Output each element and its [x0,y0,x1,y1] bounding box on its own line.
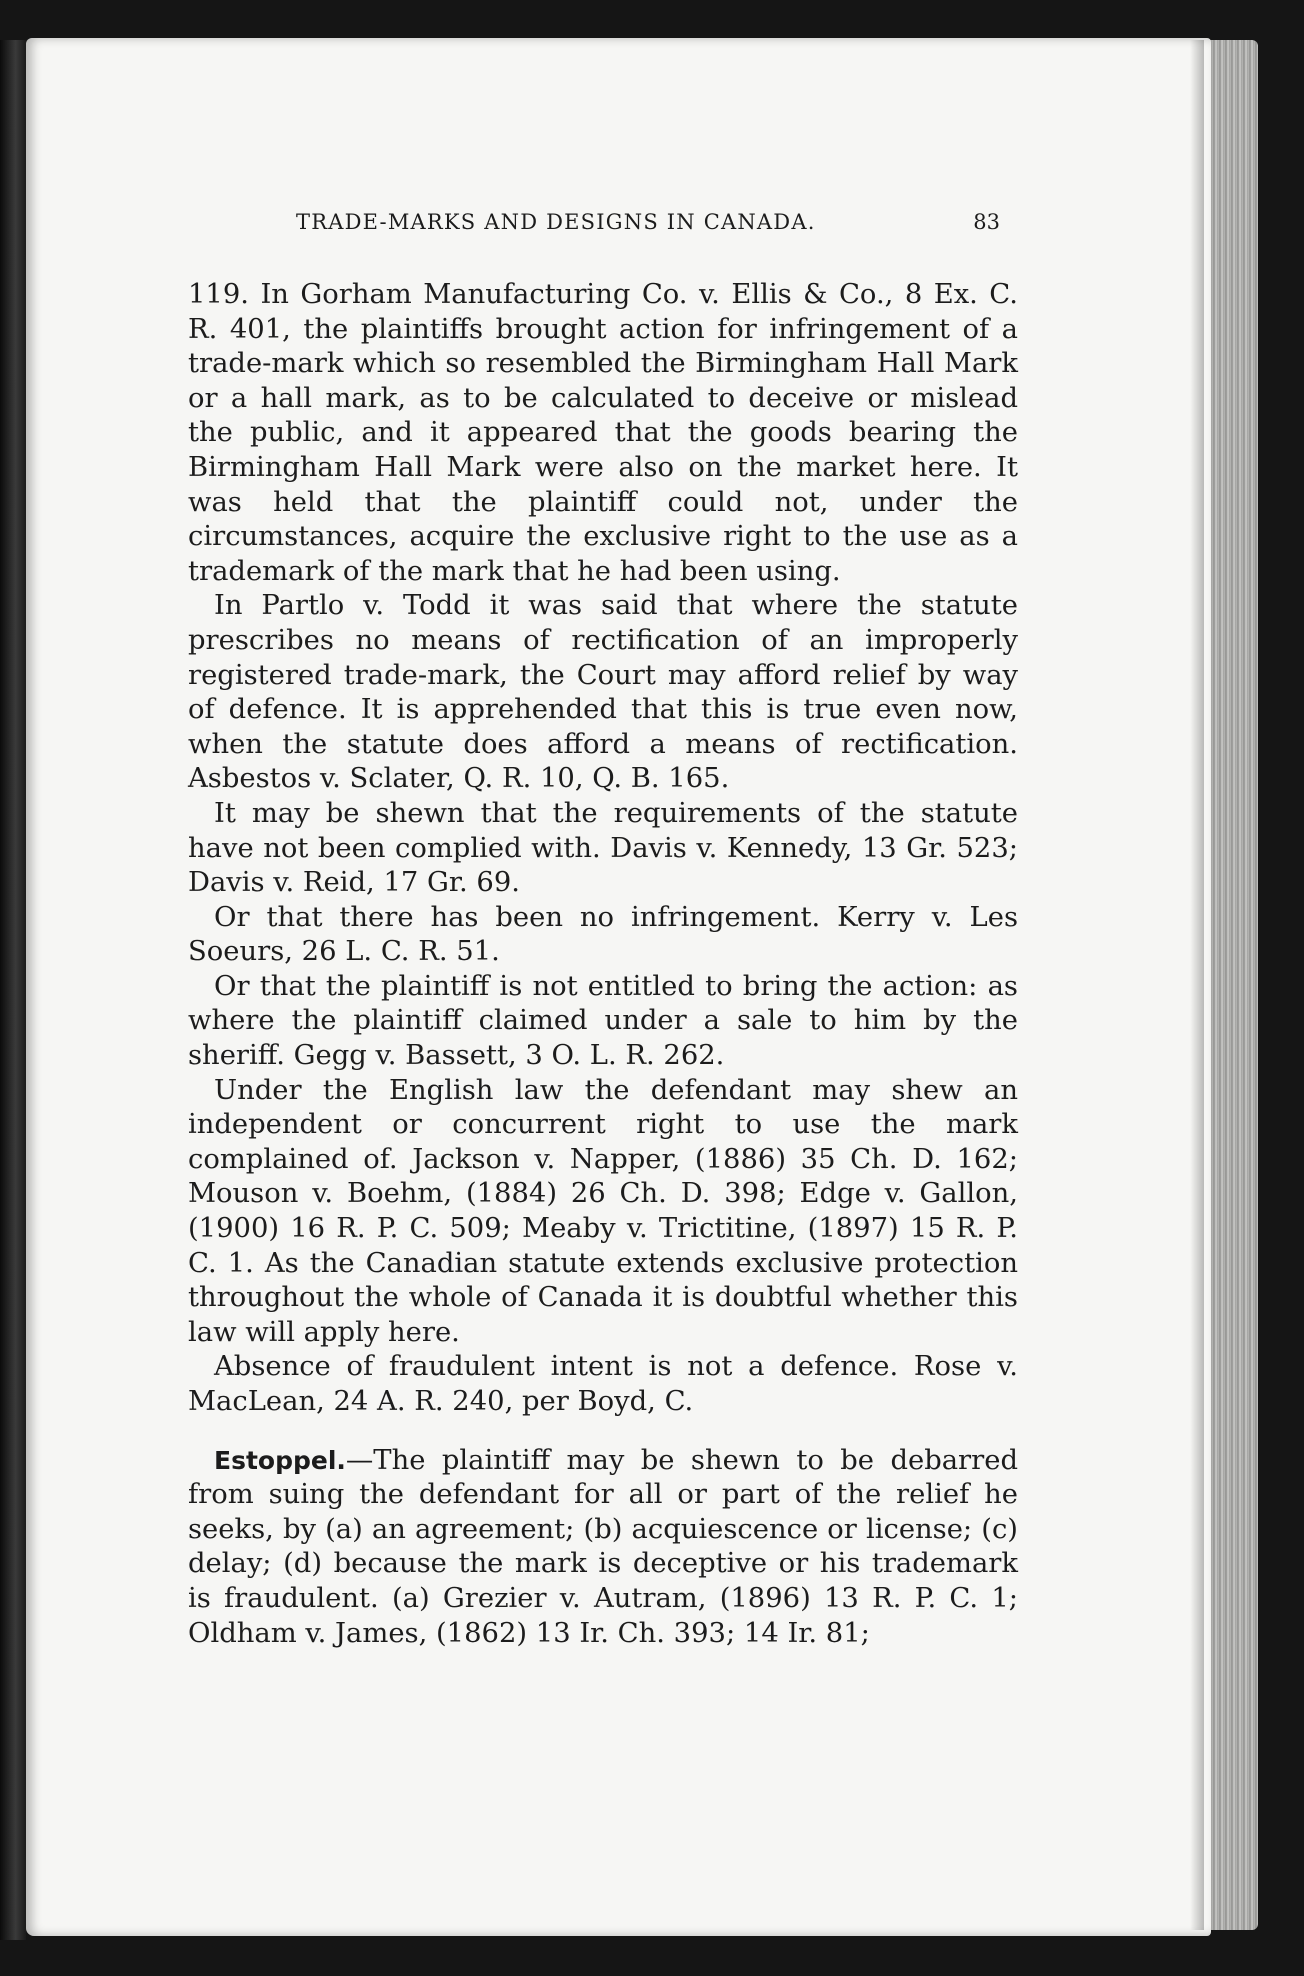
book-binding [0,40,26,1940]
page-edge-shadow [1190,40,1204,1930]
paragraph-english-law: Under the English law the defendant may shew an independent or concurrent right to use the mark complained of. Jackson v. Napper, (1886) 35 Ch. D. 162; Mouson v. Boehm, (1884) 26 Ch. D. 398; Edge v. Gallon, (1900) 16 R. P. C. 509; Meaby v. Trictitine, (1897) 15 R. P. C. 1. As the Canadian statute extends exclusive protection throughout the whole of Canada it is doubtful whether this law will apply here. [188,1074,1018,1348]
body-text [188,278,1018,1651]
paragraph-partlo-v-todd: In Partlo v. Todd it was said that where the statute prescribes no means of rectification of an improperly registered trade-mark, the Court may afford relief by way of defence. It is apprehended that this is true even now, when the statute does afford a means of rectification. Asbestos v. Sclater, Q. R. 10, Q. B. 165. [188,590,1018,795]
running-head [188,200,1018,240]
paragraph-fraudulent-intent: Absence of fraudulent intent is not a defence. Rose v. MacLean, 24 A. R. 240, per Boyd, C. [188,1351,1018,1417]
paragraph-requirements: It may be shewn that the requirements of the statute have not been complied with. Davis v. Kennedy, 13 Gr. 523; Davis v. Reid, 17 Gr. 69. [188,797,1018,899]
running-head-title: TRADE-MARKS AND DESIGNS IN CANADA. [296,210,816,234]
paragraph-no-infringement: Or that there has been no infringement. Kerry v. Les Soeurs, 26 L. C. R. 51. [188,901,1018,968]
estoppel-text: —The plaintiff may be shewn to be debarred from suing the defendant for all or part of the relief he seeks, by (a) an agreement; (b) acquiescence or license; (c) delay; (d) because the mark is deceptive or his trademark is fraudulent. (a) Grezier v. Autram, (1896) 13 R. P. C. 1; Oldham v. James, (1862) 13 Ir. Ch. 393; 14 Ir. 81; [188,1444,1018,1649]
paragraph-not-entitled: Or that the plaintiff is not entitled to bring the action: as where the plaintiff claimed under a sale to him by the sheriff. Gegg v. Bassett, 3 O. L. R. 262. [188,970,1018,1072]
paragraph-estoppel [188,1444,1018,1652]
text-block [188,200,1018,1651]
paragraph-119: 119. In Gorham Manufacturing Co. v. Ellis & Co., 8 Ex. C. R. 401, the plaintiffs brought action for infringement of a trade-mark which so resembled the Birmingham Hall Mark or a hall mark, as to be calculated to deceive or mislead the public, and it appeared that the goods bearing the Birmingham Hall Mark were also on the market here. It was held that the plaintiff could not, under the circumstances, acquire the exclusive right to the use as a trademark of the mark that he had been using. [188,279,1018,587]
estoppel-heading: Estoppel. [214,1445,346,1475]
page-number: 83 [973,210,1000,234]
